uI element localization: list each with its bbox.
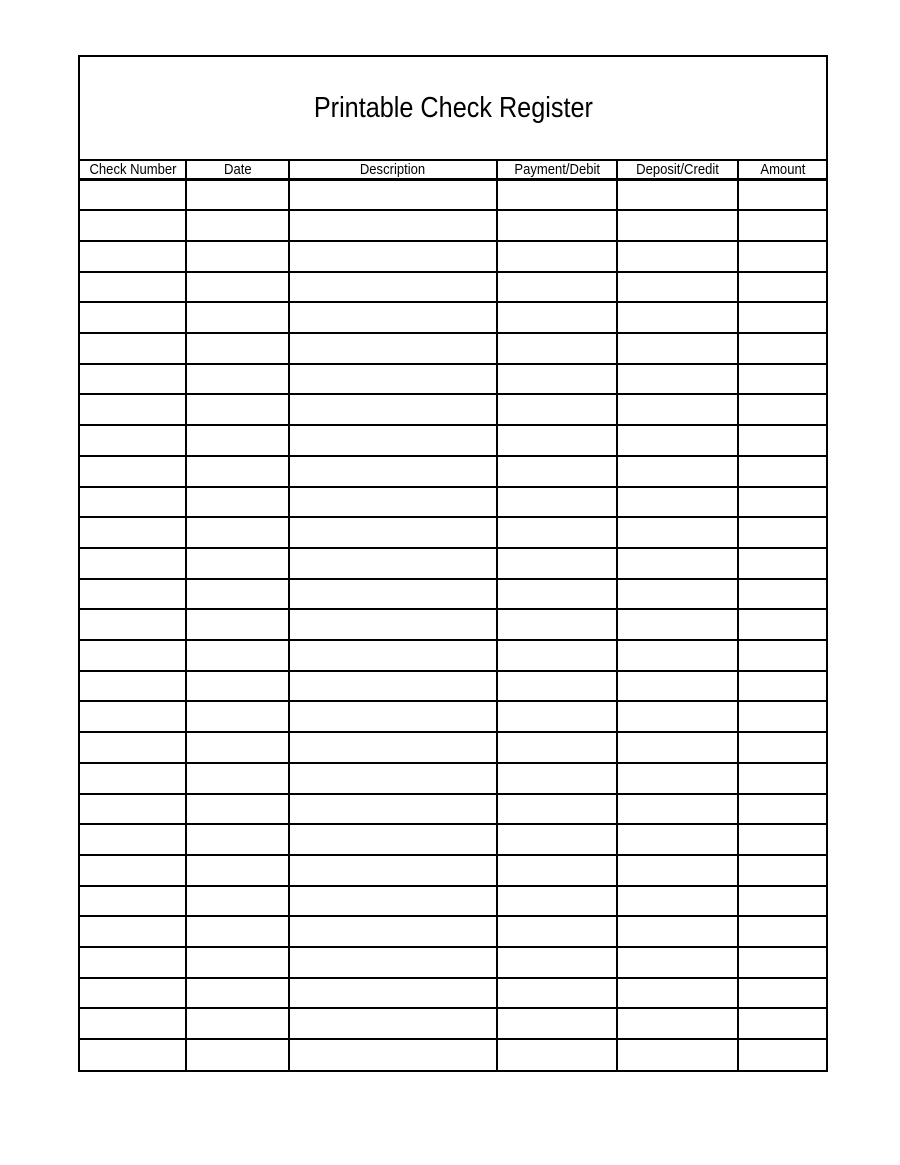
- register-row: [80, 487, 826, 518]
- register-cell: [617, 210, 738, 241]
- register-cell: [186, 180, 288, 211]
- register-cell: [289, 947, 497, 978]
- register-cell: [186, 1008, 288, 1039]
- register-cell: [497, 272, 617, 303]
- register-cell: [738, 487, 826, 518]
- register-cell: [186, 978, 288, 1009]
- register-cell: [80, 609, 186, 640]
- register-cell: [80, 978, 186, 1009]
- register-cell: [738, 609, 826, 640]
- register-cell: [617, 609, 738, 640]
- register-cell: [289, 732, 497, 763]
- register-cell: [738, 855, 826, 886]
- register-cell: [186, 302, 288, 333]
- register-cell: [738, 241, 826, 272]
- register-cell: [617, 241, 738, 272]
- register-cell: [186, 548, 288, 579]
- register-cell: [289, 302, 497, 333]
- register-cell: [617, 333, 738, 364]
- register-cell: [617, 732, 738, 763]
- register-cell: [497, 794, 617, 825]
- register-cell: [497, 1008, 617, 1039]
- register-cell: [738, 333, 826, 364]
- register-cell: [186, 671, 288, 702]
- register-cell: [80, 210, 186, 241]
- register-cell: [186, 487, 288, 518]
- register-cell: [80, 824, 186, 855]
- register-row: [80, 1008, 826, 1039]
- register-cell: [80, 1008, 186, 1039]
- register-row: [80, 916, 826, 947]
- register-cell: [80, 241, 186, 272]
- register-cell: [497, 241, 617, 272]
- register-cell: [289, 425, 497, 456]
- register-cell: [617, 487, 738, 518]
- register-cell: [617, 886, 738, 917]
- register-cell: [497, 180, 617, 211]
- register-cell: [617, 640, 738, 671]
- register-cell: [289, 824, 497, 855]
- register-cell: [289, 517, 497, 548]
- register-cell: [738, 732, 826, 763]
- register-cell: [289, 241, 497, 272]
- register-cell: [497, 886, 617, 917]
- register-cell: [186, 886, 288, 917]
- register-row: [80, 671, 826, 702]
- register-cell: [80, 855, 186, 886]
- register-cell: [738, 701, 826, 732]
- register-cell: [617, 548, 738, 579]
- register-cell: [186, 364, 288, 395]
- register-cell: [738, 824, 826, 855]
- register-row: [80, 640, 826, 671]
- register-cell: [497, 456, 617, 487]
- register-cell: [738, 180, 826, 211]
- register-cell: [80, 947, 186, 978]
- column-header-check-number: [80, 160, 186, 180]
- register-cell: [497, 364, 617, 395]
- register-row: [80, 517, 826, 548]
- register-cell: [617, 180, 738, 211]
- register-cell: [497, 210, 617, 241]
- register-cell: [80, 394, 186, 425]
- register-row: [80, 855, 826, 886]
- register-cell: [738, 210, 826, 241]
- register-cell: [497, 1039, 617, 1070]
- register-cell: [617, 272, 738, 303]
- register-row: [80, 1039, 826, 1070]
- register-cell: [738, 671, 826, 702]
- register-cell: [289, 548, 497, 579]
- register-row: [80, 241, 826, 272]
- register-cell: [186, 210, 288, 241]
- register-cell: [80, 763, 186, 794]
- register-cell: [186, 425, 288, 456]
- register-cell: [80, 794, 186, 825]
- register-cell: [289, 886, 497, 917]
- register-cell: [80, 272, 186, 303]
- register-cell: [289, 579, 497, 610]
- register-cell: [186, 701, 288, 732]
- register-row: [80, 794, 826, 825]
- register-cell: [186, 394, 288, 425]
- register-cell: [497, 732, 617, 763]
- column-header-check-number-label: Check Number: [89, 161, 177, 178]
- register-cell: [738, 394, 826, 425]
- register-cell: [497, 855, 617, 886]
- register-cell: [738, 579, 826, 610]
- register-cell: [738, 916, 826, 947]
- register-cell: [738, 947, 826, 978]
- register-row: [80, 364, 826, 395]
- register-row: [80, 333, 826, 364]
- register-cell: [289, 394, 497, 425]
- register-cell: [617, 947, 738, 978]
- register-cell: [186, 333, 288, 364]
- column-header-date-label: Date: [223, 161, 252, 178]
- column-header-date: [186, 160, 288, 180]
- register-cell: [497, 824, 617, 855]
- register-cell: [617, 517, 738, 548]
- header-row: [80, 160, 826, 180]
- register-row: [80, 180, 826, 211]
- register-cell: [289, 1008, 497, 1039]
- register-cell: [497, 394, 617, 425]
- register-cell: [738, 302, 826, 333]
- register-row: [80, 579, 826, 610]
- register-cell: [289, 272, 497, 303]
- register-cell: [738, 272, 826, 303]
- register-cell: [497, 947, 617, 978]
- column-header-payment-debit-label: Payment/Debit: [514, 161, 600, 178]
- register-cell: [617, 425, 738, 456]
- register-cell: [738, 886, 826, 917]
- register-cell: [497, 978, 617, 1009]
- form-title-area: [80, 57, 826, 159]
- register-cell: [497, 916, 617, 947]
- register-cell: [289, 333, 497, 364]
- register-cell: [186, 609, 288, 640]
- register-cell: [738, 1039, 826, 1070]
- column-header-deposit-credit-label: Deposit/Credit: [636, 161, 720, 178]
- register-cell: [617, 364, 738, 395]
- register-row: [80, 548, 826, 579]
- register-cell: [186, 579, 288, 610]
- register-cell: [186, 794, 288, 825]
- register-row: [80, 302, 826, 333]
- register-cell: [497, 425, 617, 456]
- register-cell: [80, 517, 186, 548]
- register-cell: [80, 333, 186, 364]
- register-cell: [738, 425, 826, 456]
- register-cell: [186, 916, 288, 947]
- register-cell: [80, 640, 186, 671]
- register-cell: [289, 794, 497, 825]
- register-cell: [80, 886, 186, 917]
- register-cell: [186, 456, 288, 487]
- register-cell: [617, 978, 738, 1009]
- register-cell: [80, 487, 186, 518]
- register-cell: [186, 824, 288, 855]
- register-cell: [186, 763, 288, 794]
- register-cell: [80, 180, 186, 211]
- register-cell: [738, 794, 826, 825]
- register-cell: [497, 579, 617, 610]
- register-table: [80, 159, 826, 1070]
- register-row: [80, 978, 826, 1009]
- register-row: [80, 456, 826, 487]
- register-cell: [497, 640, 617, 671]
- register-cell: [186, 732, 288, 763]
- register-cell: [617, 579, 738, 610]
- register-cell: [617, 302, 738, 333]
- register-row: [80, 394, 826, 425]
- check-register-form: [78, 55, 828, 1072]
- register-cell: [289, 180, 497, 211]
- register-cell: [617, 1008, 738, 1039]
- register-cell: [289, 456, 497, 487]
- register-cell: [617, 456, 738, 487]
- register-cell: [80, 732, 186, 763]
- register-table-head: [80, 160, 826, 180]
- register-cell: [497, 609, 617, 640]
- register-cell: [289, 210, 497, 241]
- register-row: [80, 763, 826, 794]
- register-cell: [186, 517, 288, 548]
- register-cell: [289, 1039, 497, 1070]
- register-cell: [497, 302, 617, 333]
- register-cell: [497, 548, 617, 579]
- register-row: [80, 210, 826, 241]
- register-cell: [738, 763, 826, 794]
- register-cell: [186, 241, 288, 272]
- register-cell: [289, 855, 497, 886]
- register-cell: [617, 394, 738, 425]
- register-cell: [617, 916, 738, 947]
- register-cell: [289, 364, 497, 395]
- register-row: [80, 272, 826, 303]
- register-cell: [289, 701, 497, 732]
- register-cell: [738, 548, 826, 579]
- register-table-body: [80, 180, 826, 1071]
- register-cell: [738, 517, 826, 548]
- register-cell: [80, 456, 186, 487]
- register-cell: [617, 701, 738, 732]
- register-cell: [80, 579, 186, 610]
- register-row: [80, 824, 826, 855]
- register-row: [80, 701, 826, 732]
- register-cell: [738, 978, 826, 1009]
- form-title: Printable Check Register: [313, 91, 593, 124]
- register-cell: [186, 947, 288, 978]
- register-cell: [617, 1039, 738, 1070]
- register-cell: [80, 1039, 186, 1070]
- register-cell: [289, 763, 497, 794]
- register-cell: [617, 671, 738, 702]
- register-cell: [186, 1039, 288, 1070]
- register-cell: [617, 763, 738, 794]
- register-row: [80, 947, 826, 978]
- register-cell: [617, 824, 738, 855]
- register-cell: [186, 640, 288, 671]
- column-header-description: [289, 160, 497, 180]
- register-cell: [186, 855, 288, 886]
- register-cell: [497, 517, 617, 548]
- register-cell: [80, 916, 186, 947]
- register-cell: [80, 302, 186, 333]
- register-cell: [497, 701, 617, 732]
- register-row: [80, 886, 826, 917]
- register-cell: [289, 640, 497, 671]
- register-cell: [80, 425, 186, 456]
- register-cell: [497, 487, 617, 518]
- column-header-amount: [738, 160, 826, 180]
- register-cell: [617, 855, 738, 886]
- register-cell: [80, 701, 186, 732]
- register-cell: [738, 640, 826, 671]
- register-cell: [289, 487, 497, 518]
- register-cell: [186, 272, 288, 303]
- column-header-amount-label: Amount: [760, 161, 806, 178]
- register-cell: [289, 916, 497, 947]
- register-cell: [289, 671, 497, 702]
- register-cell: [289, 978, 497, 1009]
- register-cell: [497, 763, 617, 794]
- register-cell: [738, 364, 826, 395]
- register-row: [80, 732, 826, 763]
- register-cell: [738, 1008, 826, 1039]
- register-cell: [80, 364, 186, 395]
- register-cell: [80, 548, 186, 579]
- register-cell: [738, 456, 826, 487]
- column-header-deposit-credit: [617, 160, 738, 180]
- register-row: [80, 609, 826, 640]
- column-header-payment-debit: [497, 160, 617, 180]
- register-row: [80, 425, 826, 456]
- column-header-description-label: Description: [360, 161, 426, 178]
- register-cell: [497, 333, 617, 364]
- register-cell: [617, 794, 738, 825]
- register-cell: [80, 671, 186, 702]
- register-cell: [289, 609, 497, 640]
- register-cell: [497, 671, 617, 702]
